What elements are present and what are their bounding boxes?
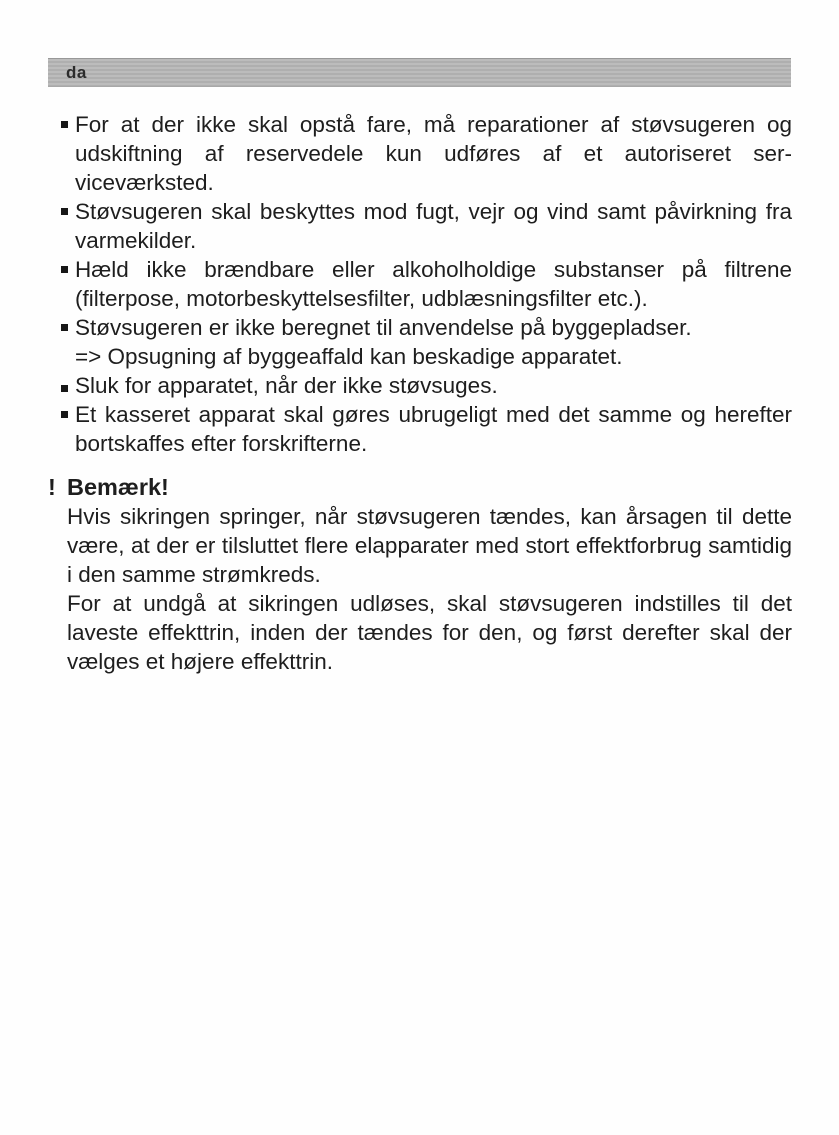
note-title: Bemærk!	[67, 474, 169, 500]
instruction-text: Et kasseret apparat skal gøres ubrugeligt med det samme og herefter bortskaffes efter forskrifterne.	[75, 402, 792, 456]
list-item	[48, 255, 792, 313]
list-item	[48, 110, 792, 197]
language-tab-bar	[48, 58, 791, 87]
instruction-text: Støvsugeren skal beskyttes mod fugt, vejr og vind samt påvirkning fra varmekilder.	[75, 199, 792, 253]
note-paragraph: Hvis sikringen springer, når støvsugeren tændes, kan årsagen til dette være, at der er tilsluttet flere elapparater med stort effektforbrug samtidig i den samme strømkreds.	[67, 504, 792, 587]
instruction-text: Hæld ikke brændbare eller alkoholholdige substanser på filtrene (filterpose, motorbeskyttelsesfilter, udblæsningsfilter etc.).	[75, 257, 792, 311]
note-section	[48, 473, 792, 676]
safety-instructions-list	[48, 110, 792, 458]
instruction-consequence: => Opsugning af byggeaffald kan beskadige apparatet.	[75, 344, 623, 369]
exclamation-marker: !	[48, 474, 56, 500]
instruction-text: Støvsugeren er ikke beregnet til anvendelse på byggepladser.	[75, 315, 692, 340]
instruction-text: For at der ikke skal opstå fare, må reparationer af støvsugeren og udskiftning af reservedele kun udføres af et autoriseret serviceværksted.	[75, 112, 792, 195]
note-paragraph: For at undgå at sikringen udløses, skal støvsugeren indstilles til det laveste effekttrin, inden der tændes for den, og først derefter skal der vælges et højere effekttrin.	[67, 591, 792, 674]
list-item	[48, 371, 792, 400]
instruction-text: Sluk for apparatet, når der ikke støvsuges.	[75, 373, 498, 398]
page-content	[48, 110, 792, 676]
language-code: da	[66, 62, 87, 82]
bullet-square-icon	[61, 385, 68, 392]
list-item	[48, 197, 792, 255]
bullet-square-icon	[61, 121, 68, 128]
bullet-square-icon	[61, 208, 68, 215]
bullet-square-icon	[61, 266, 68, 273]
list-item	[48, 400, 792, 458]
bullet-square-icon	[61, 324, 68, 331]
note-heading	[48, 473, 792, 502]
bullet-square-icon	[61, 411, 68, 418]
list-item	[48, 313, 792, 371]
